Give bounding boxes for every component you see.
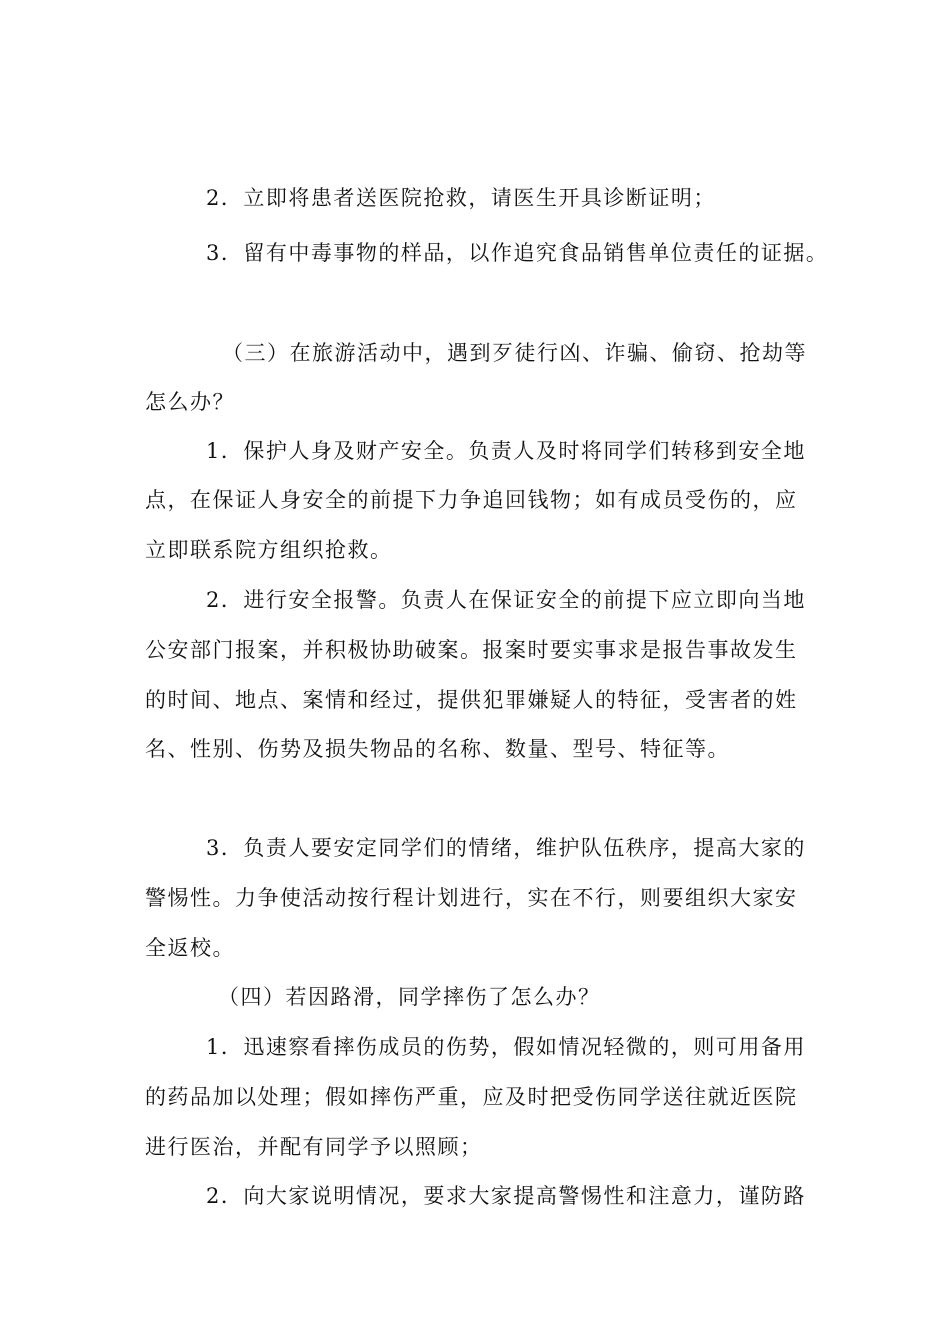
section-3-heading-cont: 怎么办？ bbox=[145, 390, 235, 414]
food-poisoning-item-2: 2．立即将患者送医院抢救，请医生开具诊断证明； bbox=[206, 186, 716, 210]
section-4-item-2-line: 2．向大家说明情况，要求大家提高警惕性和注意力，谨防路 bbox=[206, 1184, 806, 1208]
section-3-item-3-line: 3．负责人要安定同学们的情绪，维护队伍秩序，提高大家的 bbox=[206, 836, 806, 860]
section-4-item-1-line: 1．迅速察看摔伤成员的伤势，假如情况轻微的，则可用备用 bbox=[206, 1035, 806, 1059]
section-3-item-1-line: 1．保护人身及财产安全。负责人及时将同学们转移到安全地 bbox=[206, 439, 806, 463]
section-3-item-2-line: 的时间、地点、案情和经过，提供犯罪嫌疑人的特征，受害者的姓 bbox=[145, 688, 798, 712]
section-4-item-1-line: 的药品加以处理；假如摔伤严重，应及时把受伤同学送往就近医院 bbox=[145, 1085, 798, 1109]
section-3-item-1-line: 点，在保证人身安全的前提下力争追回钱物；如有成员受伤的，应 bbox=[145, 488, 798, 512]
section-3-item-2-line: 公安部门报案，并积极协助破案。报案时要实事求是报告事故发生 bbox=[145, 638, 798, 662]
section-3-item-3-line: 全返校。 bbox=[145, 936, 235, 960]
section-3-item-3-line: 警惕性。力争使活动按行程计划进行，实在不行，则要组织大家安 bbox=[145, 886, 798, 910]
section-3-item-2-line: 名、性别、伤势及损失物品的名称、数量、型号、特征等。 bbox=[145, 737, 730, 761]
section-4-heading: （四）若因路滑，同学摔伤了怎么办？ bbox=[218, 985, 601, 1009]
food-poisoning-item-3: 3．留有中毒事物的样品，以作追究食品销售单位责任的证据。 bbox=[206, 241, 829, 265]
section-4-item-1-line: 进行医治，并配有同学予以照顾； bbox=[145, 1135, 483, 1159]
section-3-item-2-line: 2．进行安全报警。负责人在保证安全的前提下应立即向当地 bbox=[206, 588, 806, 612]
section-3-item-1-line: 立即联系院方组织抢救。 bbox=[145, 538, 393, 562]
section-3-heading: （三）在旅游活动中，遇到歹徒行凶、诈骗、偷窃、抢劫等 bbox=[222, 341, 807, 365]
